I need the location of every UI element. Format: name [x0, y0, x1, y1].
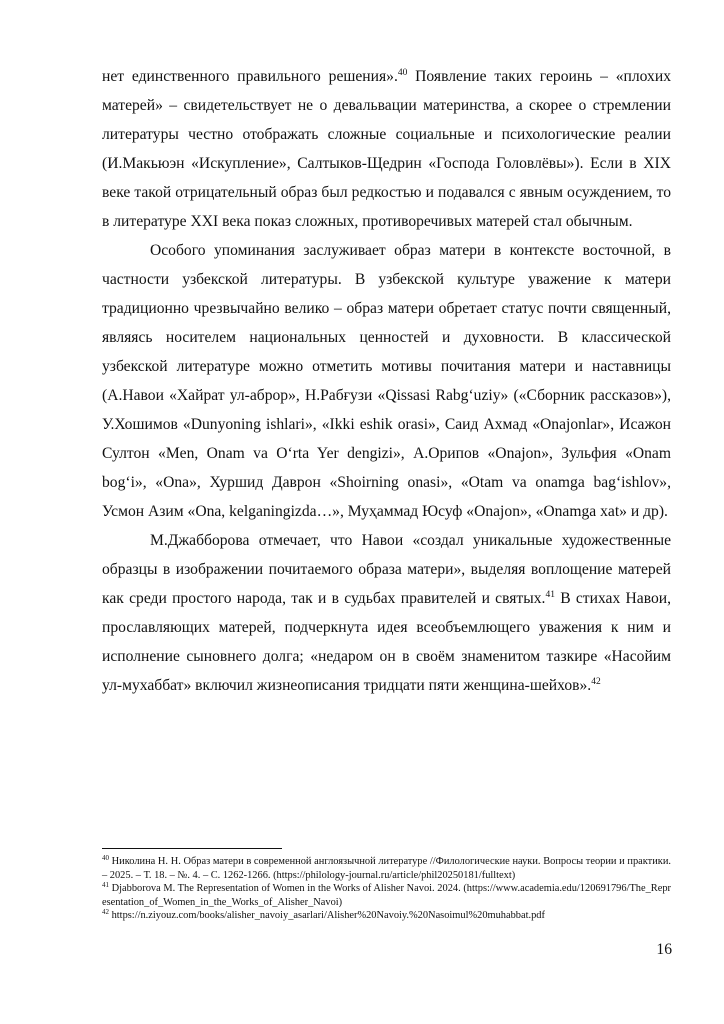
footnotes: [102, 855, 671, 923]
paragraph: [102, 526, 671, 700]
footnote-number: 40: [102, 854, 109, 862]
footnote-separator: [102, 848, 282, 849]
footnote-text: https://n.ziyouz.com/books/alisher_navoiy_asarlari/Alisher%20Navoiy.%20Nasoimul%20muhabbat.pdf: [109, 910, 545, 922]
paragraph-text: В стихах Навои, прославляющих матерей, подчеркнута идея всеобъемлющего уважения к ним и исполнение сыновнего долга; «недаром он в своём знаменитом тазкире «Насойим ул-мухаббат» включил жизнеописания тридцати пяти женщина-шейхов».: [102, 590, 672, 694]
page-number: 16: [656, 941, 672, 958]
paragraph-text: нет единственного правильного решения».: [102, 68, 398, 85]
footnote-number: 41: [102, 881, 109, 890]
main-text: [102, 62, 671, 700]
footnote-ref-40: 40: [397, 68, 408, 78]
footnote-ref-42: 42: [591, 677, 601, 687]
footnote-text: Николина Н. Н. Образ матери в современной англоязычной литературе //Филологические науки. Вопросы теории и практики. – 2025. – Т. 18. – №. 4. – С. 1262-1266. (https://philology-journal.ru/article/phil20250181/fulltext): [102, 856, 671, 881]
paragraph: [102, 62, 671, 236]
paragraph: [102, 236, 671, 526]
paragraph-text: Появление таких героинь – «плохих матерей» – свидетельствует не о девальвации материнства, а скорее о стремлении литературы честно отображать сложные социальные и психологические реалии (И.Макьюэн «Искупление», Салтыков-Щедрин «Господа Головлёвы»). Если в XIX веке такой отрицательный образ был редкостью и подавался с явным осуждением, то в литературе XXI века показ сложных, противоречивых матерей стал обычным.: [102, 68, 671, 230]
footnote-42: [102, 909, 671, 923]
footnote-40: [102, 855, 671, 882]
paragraph-text: М.Джабборова отмечает, что Навои «создал уникальные художественные образцы в изображении почитаемого образа матери», выделяя воплощение матерей как среди простого народа, так и в судьбах правителей и святых.: [102, 532, 671, 607]
footnote-text: Djabborova M. The Representation of Women in the Works of Alisher Navoi. 2024. (https://www.academia.edu/120691796/The_Representation_of_Women_in_the_Works_of_Alisher_Navoi): [102, 883, 671, 908]
paragraph-text: Особого упоминания заслуживает образ матери в контексте восточной, в частности узбекской литературы. В узбекской культуре уважение к матери традиционно чрезвычайно велико – образ матери обретает статус почти священный, являясь носителем национальных ценностей и духовности. В классической узбекской литературе можно отметить мотивы почитания матери и наставницы (А.Навои «Хайрат ул-аброр», Н.Рабғузи «Qissasi Rabg‘uziy» («Сборник рассказов»), У.Хошимов «Dunyoning ishlari», «Ikki eshik orasi», Саид Ахмад «Onajonlar», Исажон Султон «Men, Onam va O‘rta Yer dengizi», А.Орипов «Onajon», Зульфия «Onam bog‘i», «Ona», Хуршид Даврон «Shoirning onasi», «Otam va onamga bag‘ishlov», Усмон Азим «Ona, kelganingizda…», Муҳаммад Юсуф «Onajon», «Onamga xat» и др).: [102, 242, 671, 520]
footnote-41: [102, 882, 671, 909]
footnote-ref-41: 41: [545, 590, 555, 600]
footnote-number: 42: [102, 908, 109, 917]
